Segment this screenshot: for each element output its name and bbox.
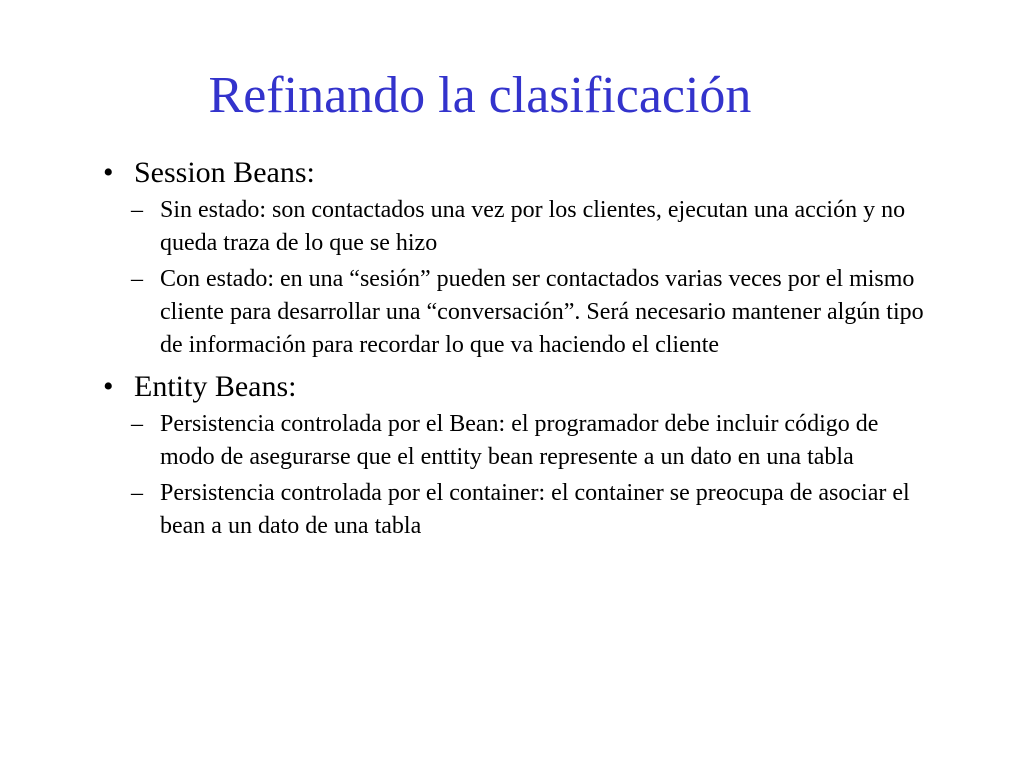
sub-item: [103, 263, 933, 362]
sub-item-text: Sin estado: son contactados una vez por los clientes, ejecutan una acción y no queda traza de lo que se hizo: [160, 197, 906, 256]
bullet-item: [103, 368, 933, 405]
sub-list: [103, 408, 933, 543]
dash-icon: –: [131, 197, 143, 223]
slide-content: [103, 154, 933, 549]
sub-list: [103, 194, 933, 362]
sub-item-text: Con estado: en una “sesión” pueden ser contactados varias veces por el mismo cliente para desarrollar una “conversación”. Será necesario mantener algún tipo de información para recordar lo que va haciendo el cliente: [160, 266, 924, 358]
sub-item: [103, 408, 933, 474]
bullet-heading: Entity Beans:: [134, 370, 297, 403]
dash-icon: –: [131, 480, 143, 506]
bullet-icon: •: [103, 156, 114, 189]
bullet-heading: Session Beans:: [134, 156, 315, 189]
sub-item: [103, 194, 933, 260]
bullet-item: [103, 154, 933, 191]
sub-item-text: Persistencia controlada por el Bean: el programador debe incluir código de modo de asegurarse que el enttity bean represente a un dato en una tabla: [160, 411, 879, 470]
dash-icon: –: [131, 266, 143, 292]
sub-item-text: Persistencia controlada por el container: el container se preocupa de asociar el bean a un dato de una tabla: [160, 480, 910, 539]
dash-icon: –: [131, 411, 143, 437]
section-session-beans: [103, 154, 933, 362]
slide-title: Refinando la clasificación: [208, 67, 752, 124]
section-entity-beans: [103, 368, 933, 543]
bullet-icon: •: [103, 370, 114, 403]
sub-item: [103, 477, 933, 543]
